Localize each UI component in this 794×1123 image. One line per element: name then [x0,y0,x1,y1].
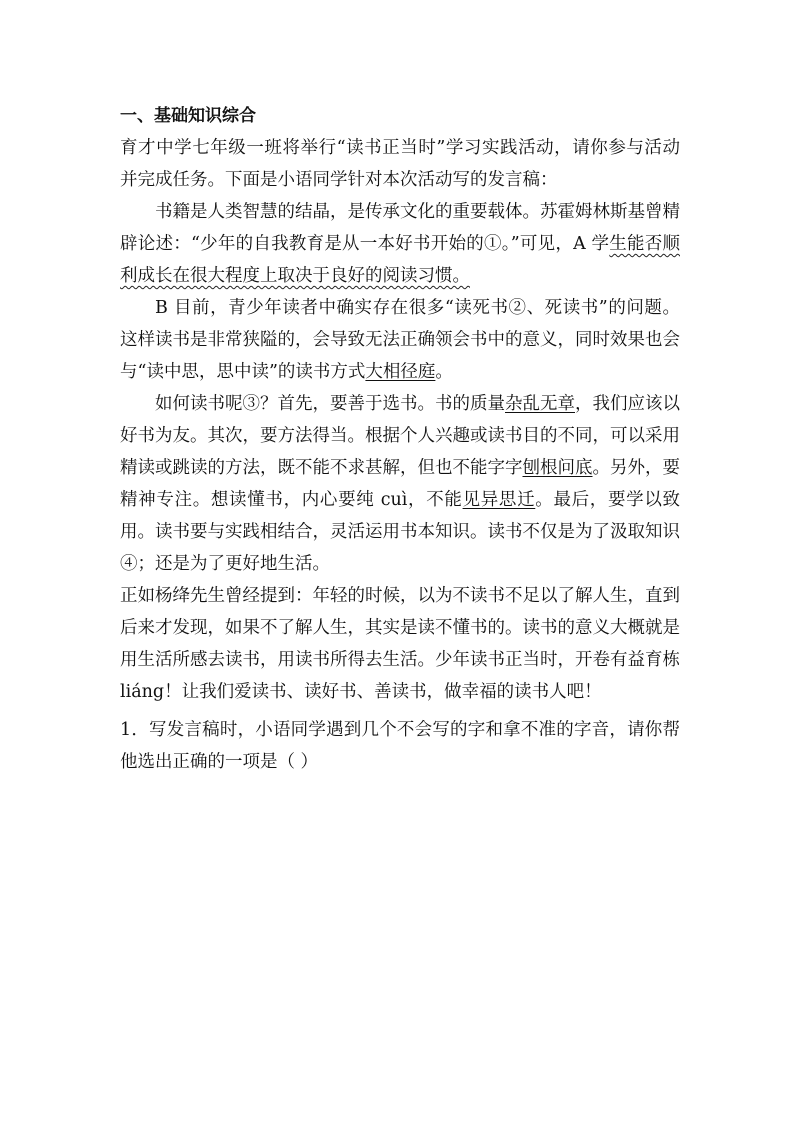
speech-paragraph-1 [120,196,680,292]
paragraph-3-text-2: ，我们应该以好书为友。其次，要方法得当。根据个人兴趣或读书目的不同，可以采用精读或跳读的方法，既不能不求甚解，但也不能字字 [120,394,680,478]
sentence-a-wavy-underline: 生能否顺利成长在很大程度上取决于良好的阅读习惯。 [120,234,680,286]
paragraph-2-end: 。 [435,362,453,382]
idiom-da-xiang-jing-ting: 大相径庭 [365,362,436,382]
document-page [120,100,680,778]
idiom-pao-gen-wen-di: 刨根问底 [522,458,593,478]
idiom-za-luan-wu-zhang: 杂乱无章 [505,394,575,414]
paragraph-3-text-4: 。最后，要学以致用。读书要与实践相结合，灵活运用书本知识。读书不仅是为了汲取知识④；还是为了更好地生活。 [120,490,681,574]
paragraph-2-text: B 目前，青少年读者中确实存在很多“读死书②、死读书”的问题。这样读书是非常狭隘的，会导致无法正确领会书中的意义，同时效果也会与“读中思，思中读”的读书方式 [120,298,680,382]
speech-paragraph-2 [120,292,680,388]
paragraph-3-text-1: 如何读书呢③？首先，要善于选书。书的质量 [155,394,505,414]
speech-paragraph-3 [120,388,680,580]
speech-paragraph-4: 正如杨绛先生曾经提到：年轻的时候，以为不读书不足以了解人生，直到后来才发现，如果不了解人生，其实是读不懂书的。读书的意义大概就是用生活所感去读书，用读书所得去生活。少年读书正当时，开卷有益育栋 liáng！让我们爱读书、读好书、善读书，做幸福的读书人吧！ [120,586,680,702]
section-title: 一、基础知识综合 [120,106,256,126]
paragraph-1-text: 书籍是人类智慧的结晶，是传承文化的重要载体。苏霍姆林斯基曾精辟论述：“少年的自我教育是从一本好书开始的①。”可见，A 学 [120,202,680,254]
question-1: 1．写发言稿时，小语同学遇到几个不会写的字和拿不准的字音，请你帮他选出正确的一项是（ ） [120,720,680,772]
intro-paragraph: 育才中学七年级一班将举行“读书正当时”学习实践活动，请你参与活动并完成任务。下面是小语同学针对本次活动写的发言稿： [120,138,680,190]
paragraph-3-text-3: 。另外，要精神专注。想读懂书，内心要纯 cuì，不能 [120,458,680,510]
idiom-jian-yi-si-qian: 见异思迁 [462,490,536,510]
